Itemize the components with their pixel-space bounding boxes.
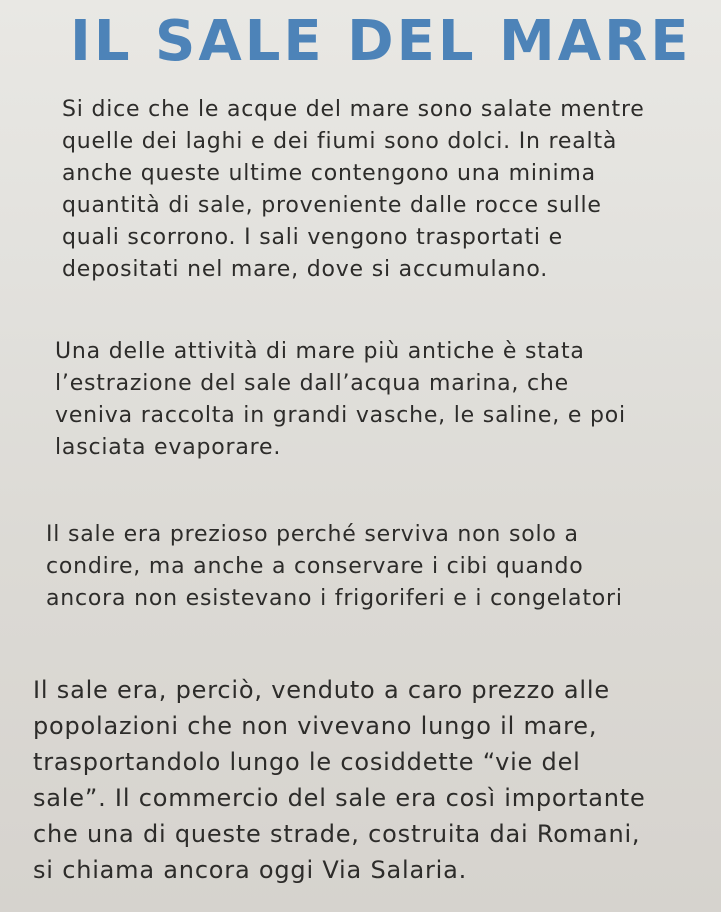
- text-line: condire, ma anche a conservare i cibi quando: [46, 554, 584, 579]
- text-line: Il sale era prezioso perché serviva non solo a: [46, 522, 579, 547]
- text-line: quali scorrono. I sali vengono trasportati e: [62, 225, 563, 250]
- text-line: trasportandolo lungo le cosiddette “vie del: [33, 748, 581, 776]
- text-line: ancora non esistevano i frigoriferi e i congelatori: [46, 586, 623, 611]
- text-line: che una di queste strade, costruita dai Romani,: [33, 820, 641, 848]
- paragraph-salt-value: [46, 519, 721, 615]
- text-line: sale”. Il commercio del sale era così importante: [33, 784, 646, 812]
- paragraph-salt-trade: [33, 672, 646, 888]
- page-title: IL SALE DEL MARE: [70, 9, 692, 74]
- text-line: si chiama ancora oggi Via Salaria.: [33, 856, 468, 884]
- text-line: popolazioni che non vivevano lungo il mare,: [33, 712, 598, 740]
- paragraph-salt-origin: [62, 94, 645, 286]
- text-line: Si dice che le acque del mare sono salate mentre: [62, 97, 645, 122]
- text-line: lasciata evaporare.: [55, 435, 282, 460]
- text-line: Il sale era, perciò, venduto a caro prezzo alle: [33, 676, 610, 704]
- text-line: quelle dei laghi e dei fiumi sono dolci. In realtà: [62, 129, 618, 154]
- text-line: Una delle attività di mare più antiche è stata: [55, 339, 585, 364]
- text-line: anche queste ultime contengono una minima: [62, 161, 596, 186]
- text-line: quantità di sale, proveniente dalle rocce sulle: [62, 193, 602, 218]
- text-line: depositati nel mare, dove si accumulano.: [62, 257, 549, 282]
- text-line: veniva raccolta in grandi vasche, le saline, e poi: [55, 403, 626, 428]
- paragraph-salt-extraction: [55, 336, 626, 464]
- text-line: l’estrazione del sale dall’acqua marina, che: [55, 371, 569, 396]
